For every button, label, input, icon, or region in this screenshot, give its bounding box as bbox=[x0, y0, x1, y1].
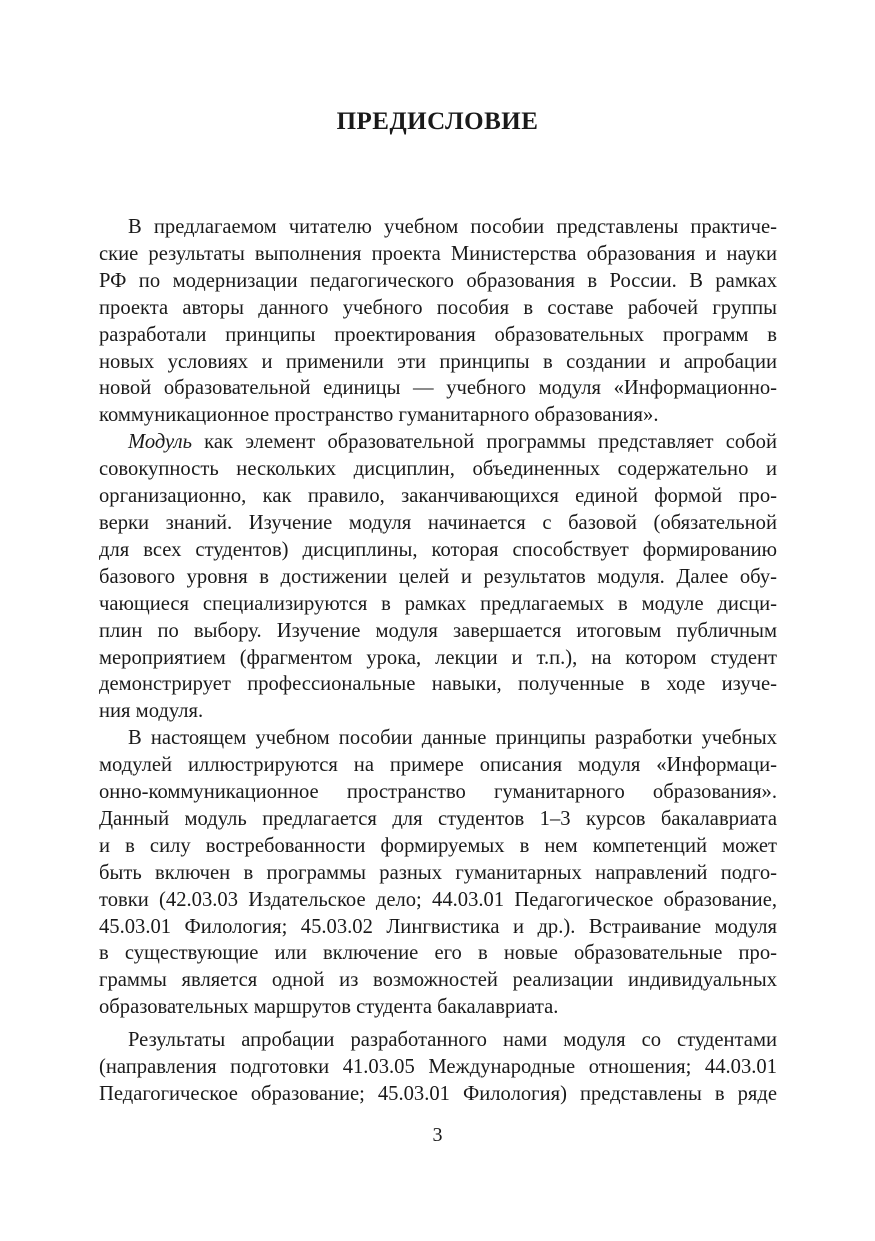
text-line: В предлагаемом читателю учебном пособии представлены практиче- bbox=[128, 216, 777, 238]
text-line: мероприятием (фрагментом урока, лекции и т.п.), на котором студент bbox=[99, 646, 777, 669]
text-line: базового уровня в достижении целей и результатов модуля. Далее обу- bbox=[99, 565, 777, 588]
text-line: модулей иллюстрируются на примере описания модуля «Информаци- bbox=[99, 754, 777, 777]
text-line: и в силу востребованности формируемых в нем компетенций может bbox=[99, 834, 777, 857]
text-line: организационно, как правило, заканчивающихся единой формой про- bbox=[99, 485, 777, 508]
text-fragment: как элемент образовательной программы представляет собой bbox=[191, 431, 777, 454]
page-title: ПРЕДИСЛОВИЕ bbox=[336, 108, 539, 135]
paragraph-2 bbox=[99, 429, 777, 725]
paragraph-3 bbox=[99, 725, 777, 1021]
text-line: новых условиях и применили эти принципы в создании и апробации bbox=[99, 350, 777, 373]
text-line: (направления подготовки 41.03.05 Международные отношения; 44.03.01 bbox=[99, 1056, 777, 1079]
italic-term: Модуль bbox=[128, 431, 192, 454]
text-line: товки (42.03.03 Издательское дело; 44.03.01 Педагогическое образование, bbox=[99, 888, 777, 911]
text-line: 45.03.01 Филология; 45.03.02 Лингвистика и др.). Встраивание модуля bbox=[99, 915, 777, 938]
page-number: 3 bbox=[432, 1124, 443, 1146]
text-line: ния модуля. bbox=[99, 700, 204, 723]
text-line: Результаты апробации разработанного нами модуля со студентами bbox=[128, 1029, 777, 1052]
text-line: граммы является одной из возможностей реализации индивидуальных bbox=[99, 969, 777, 992]
text-line: для всех студентов) дисциплины, которая способствует формированию bbox=[99, 538, 777, 561]
text-line: новой образовательной единицы — учебного модуля «Информационно- bbox=[99, 377, 777, 400]
text-line: разработали принципы проектирования образовательных программ в bbox=[99, 323, 777, 346]
paragraph-4 bbox=[99, 1027, 777, 1108]
text-line: чающиеся специализируются в рамках предлагаемых в модуле дисци- bbox=[99, 592, 777, 615]
text-line: онно-коммуникационное пространство гуманитарного образования». bbox=[99, 781, 777, 804]
text-line: В настоящем учебном пособии данные принципы разработки учебных bbox=[128, 727, 777, 750]
text-line: демонстрирует профессиональные навыки, полученные в ходе изуче- bbox=[99, 673, 777, 696]
text-line: быть включен в программы разных гуманитарных направлений подго- bbox=[99, 861, 777, 884]
text-line: ские результаты выполнения проекта Министерства образования и науки bbox=[99, 242, 777, 265]
text-line: Данный модуль предлагается для студентов 1–3 курсов бакалавриата bbox=[99, 807, 777, 830]
paragraph-1 bbox=[99, 214, 777, 429]
text-line: Педагогическое образование; 45.03.01 Филология) представлены в ряде bbox=[99, 1083, 777, 1105]
text-line: РФ по модернизации педагогического образования в России. В рамках bbox=[99, 269, 777, 292]
text-line: в существующие или включение его в новые образовательные про- bbox=[99, 942, 777, 965]
text-line: верки знаний. Изучение модуля начинается с базовой (обязательной bbox=[99, 511, 777, 534]
text-line: образовательных маршрутов студента бакалавриата. bbox=[99, 996, 559, 1019]
text-line: коммуникационное пространство гуманитарного образования». bbox=[99, 404, 659, 427]
text-line bbox=[99, 429, 777, 456]
text-line: плин по выбору. Изучение модуля завершается итоговым публичным bbox=[99, 619, 777, 642]
text-line: проекта авторы данного учебного пособия в составе рабочей группы bbox=[99, 296, 777, 319]
text-line: совокупность нескольких дисциплин, объединенных содержательно и bbox=[99, 458, 777, 481]
body-text bbox=[99, 214, 777, 1108]
